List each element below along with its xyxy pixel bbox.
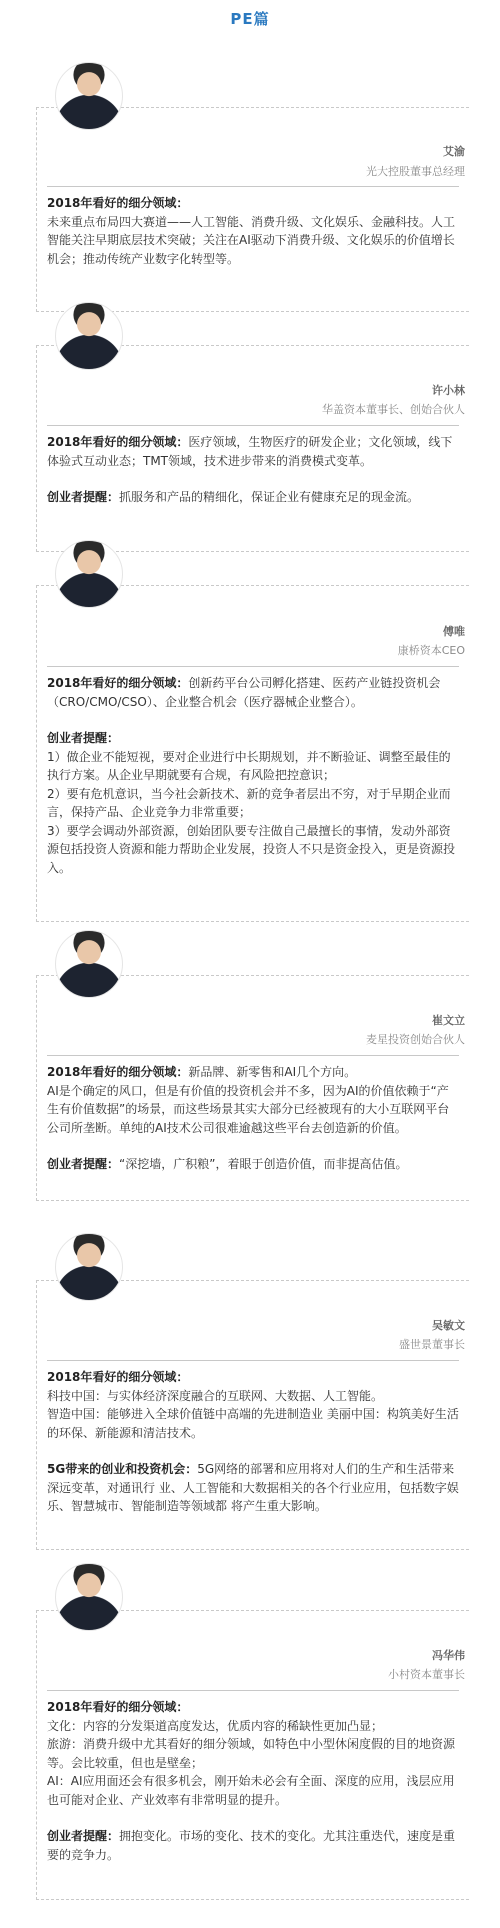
section-label: 2018年看好的细分领域： [47,1370,189,1384]
divider [47,1055,459,1056]
section-text: 新品牌、新零售和AI几个方向。 [188,1065,357,1079]
advice-line: 3）要学会调动外部资源，创始团队要专注做自己最擅长的事情，发动外部资源包括投资人资源和能力帮助企业发展，投资人不只是资金投入，更是资源投入。 [47,823,456,875]
advice-line: 2）要有危机意识，当今社会新技术、新的竞争者层出不穷，对于早期企业而言，保持产品、企业竞争力非常重要； [47,786,451,819]
person-name: 崔文立 [432,1014,465,1027]
person-name: 艾渝 [443,145,465,158]
avatar [55,930,123,998]
section-line: AI：AI应用面还会有很多机会，刚开始未必会有全面、深度的应用，浅层应用也可能对企业、产业效率有非常明显的提升。 [47,1774,455,1807]
profile-card-ai-yu [36,107,469,312]
advice-line: 1）做企业不能短视，要对企业进行中长期规划，并不断验证、调整至最佳的执行方案。从企业早期就要有合规，有风险把控意识； [47,749,451,782]
section-text: 未来重点布局四大赛道——人工智能、消费升级、文化娱乐、金融科技。人工智能关注早期底层技术突破；关注在AI驱动下消费升级、文化娱乐的价值增长机会；推动传统产业数字化转型等。 [47,214,456,266]
person-role: 小村资本董事长 [388,1668,465,1681]
avatar [55,1563,123,1631]
divider [47,1690,459,1691]
person-name: 吴敏文 [432,1319,465,1332]
person-role: 麦星投资创始合伙人 [366,1033,465,1046]
divider [47,425,459,426]
section-line: 智造中国：能够进入全球价值链中高端的先进制造业 美丽中国：构筑美好生活的环保、新能源和清洁技术。 [47,1407,459,1440]
profile-card-feng-huawei [36,1610,469,1900]
divider [47,1360,459,1361]
avatar [55,540,123,608]
section-label: 2018年看好的细分领域： [47,676,189,690]
section-label: 2018年看好的细分领域： [47,196,189,210]
section-text: 创新药平台公司孵化搭建、医药产业链投资机会（CRO/CMO/CSO）、企业整合机会（医疗器械企业整合）。 [47,676,441,709]
avatar [55,1233,123,1301]
person-role: 康桥资本CEO [397,644,465,657]
card-body [47,1368,459,1516]
advice-label: 创业者提醒： [47,731,120,745]
profile-card-wu-minwen [36,1280,469,1550]
avatar [55,302,123,370]
section-line: 旅游：消费升级中尤其看好的细分领域，如特色中小型休闲度假的目的地资源等。会比较重，但也是壁垒； [47,1737,456,1770]
person-name: 许小林 [432,384,465,397]
advice-label: 创业者提醒： [47,1157,120,1171]
advice-text: 抓服务和产品的精细化，保证企业有健康充足的现金流。 [119,490,420,504]
card-body [47,1698,459,1864]
section-text: 医疗领域，生物医疗的研发企业；文化领域，线下体验式互动业态；TMT领域，技术进步带来的消费模式变革。 [47,435,453,468]
section-line: 科技中国：与实体经济深度融合的互联网、大数据、人工智能。 [47,1388,384,1403]
card-body [47,433,459,507]
person-role: 华盖资本董事长、创始合伙人 [322,403,465,416]
advice-label: 创业者提醒： [47,490,120,504]
opportunity-label: 5G带来的创业和投资机会： [47,1462,198,1476]
section-label: 2018年看好的细分领域： [47,435,189,449]
person-name: 冯华伟 [432,1649,465,1662]
card-body [47,194,459,268]
section-label: 2018年看好的细分领域： [47,1700,189,1714]
person-role: 盛世景董事长 [399,1338,465,1351]
divider [47,186,459,187]
advice-text: “深挖墙，广积粮”，着眼于创造价值，而非提高估值。 [119,1157,408,1171]
divider [47,666,459,667]
profile-card-fu-wei [36,585,469,922]
section-line: 文化：内容的分发渠道高度发达，优质内容的稀缺性更加凸显； [47,1718,384,1733]
advice-label: 创业者提醒： [47,1829,120,1843]
card-body [47,674,459,877]
section-text-more: AI是个确定的风口，但是有价值的投资机会并不多，因为AI的价值依赖于“产生有价值数据”的场景，而这些场景其实大部分已经被现有的大小互联网平台公司所垄断。单纯的AI技术公司很难逾越这些平台去创造新的价值。 [47,1083,450,1135]
page-title: PE篇 [230,10,270,28]
opportunity-text: 5G网络的部署和应用将对人们的生产和生活带来深远变革，对通讯行 业、人工智能和大数据相关的各个行业应用，包括数字娱乐、智慧城市、智能制造等领域都 将产生重大影响。 [47,1462,459,1513]
card-body [47,1063,459,1174]
avatar [55,62,123,130]
section-label: 2018年看好的细分领域： [47,1065,189,1079]
advice-text: 拥抱变化。市场的变化、技术的变化。尤其注重迭代，速度是重要的竞争力。 [47,1829,456,1862]
profile-card-xu-xiaolin [36,345,469,552]
profile-card-cui-wenli [36,975,469,1201]
person-role: 光大控股董事总经理 [366,165,465,178]
person-name: 傅唯 [443,625,465,638]
